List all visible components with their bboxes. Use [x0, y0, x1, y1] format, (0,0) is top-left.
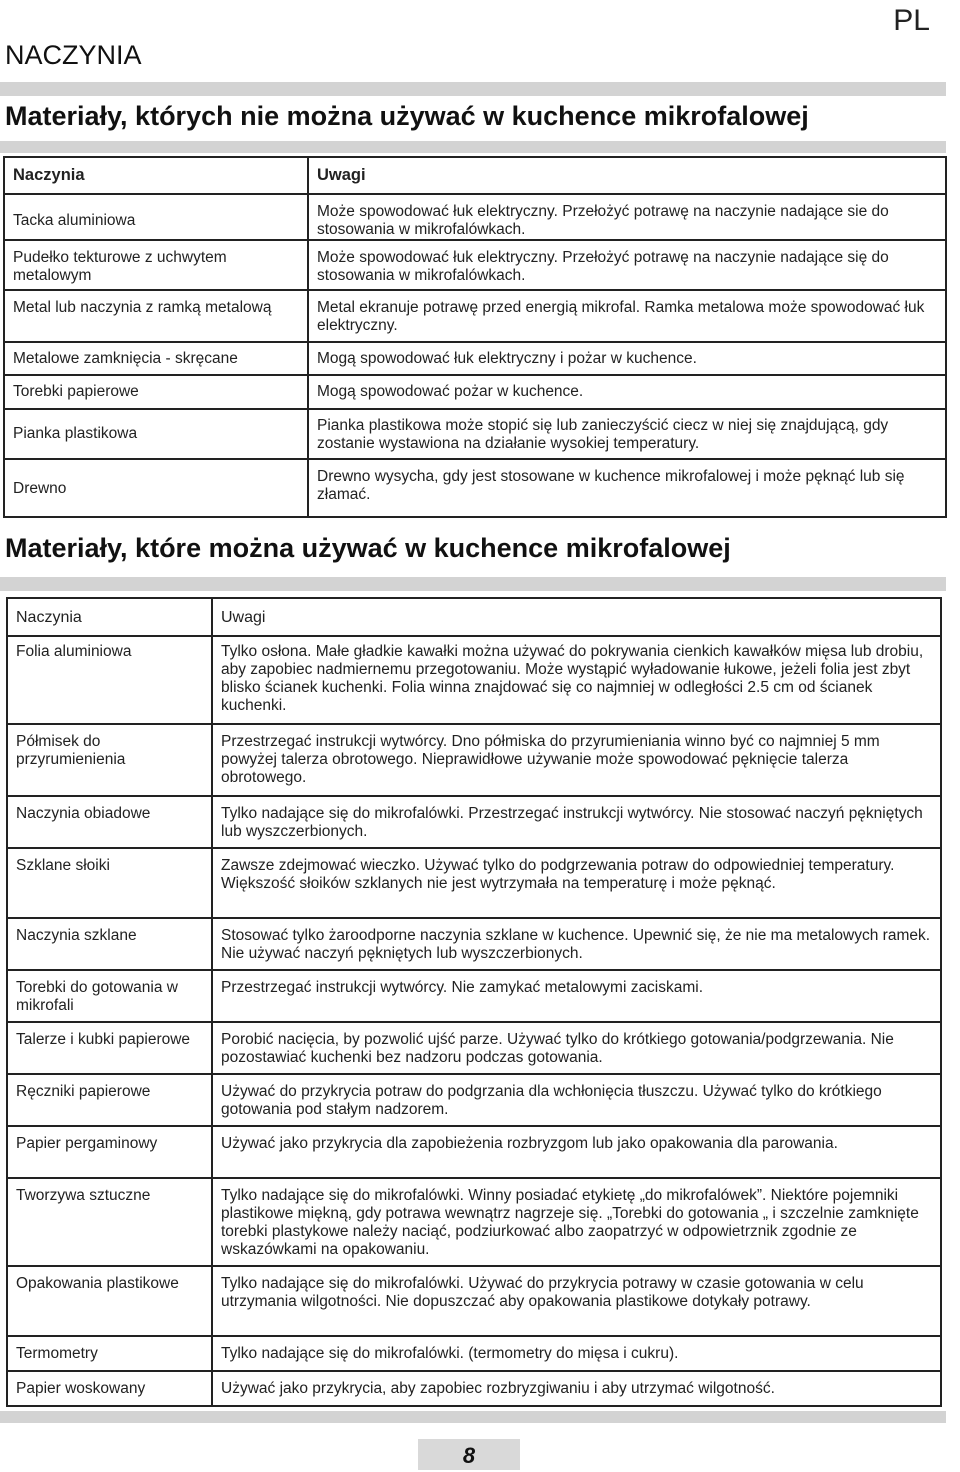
table-top-bar-decoration — [0, 141, 946, 153]
table-row — [7, 1371, 941, 1406]
footer-bar-decoration — [0, 1411, 946, 1423]
row-note: Tylko nadające się do mikrofalówki. (termometry do mięsa i cukru). — [212, 1336, 941, 1371]
page-number-box — [418, 1439, 520, 1470]
not-allowed-title: Materiały, których nie można używać w kuchence mikrofalowej — [5, 101, 809, 131]
row-item: Folia aluminiowa — [7, 636, 212, 724]
title-bar-decoration — [0, 82, 946, 96]
table-row — [7, 1126, 941, 1178]
language-code: PL — [893, 4, 930, 37]
row-note: Może spowodować łuk elektryczny. Przełożyć potrawę na naczynie nadające sie do stosowania w mikrofalówkach. — [308, 194, 946, 240]
row-item: Półmisek do przyrumienienia — [7, 724, 212, 796]
row-item: Tacka aluminiowa — [4, 194, 308, 240]
row-item: Metalowe zamknięcia - skręcane — [4, 342, 308, 375]
row-note: Tylko nadające się do mikrofalówki. Używać do przykrycia potrawy w czasie gotowania w celu utrzymania wilgotności. Nie dopuszczać aby opakowania plastikowe dotykały potrawy. — [212, 1266, 941, 1336]
not-allowed-table — [3, 156, 947, 518]
table-row — [7, 918, 941, 970]
table-row — [7, 796, 941, 848]
table-row — [7, 1178, 941, 1266]
row-note: Przestrzegać instrukcji wytwórcy. Nie zamykać metalowymi zaciskami. — [212, 970, 941, 1022]
row-note: Metal ekranuje potrawę przed energią mikrofal. Ramka metalowa może spowodować łuk elektryczny. — [308, 290, 946, 342]
row-item: Torebki do gotowania w mikrofali — [7, 970, 212, 1022]
row-note: Może spowodować łuk elektryczny. Przełożyć potrawę na naczynie nadające się do stosowania w mikrofalówkach. — [308, 240, 946, 290]
table-row — [7, 970, 941, 1022]
row-item: Opakowania plastikowe — [7, 1266, 212, 1336]
page-number: 8 — [462, 1443, 476, 1468]
row-item: Talerze i kubki papierowe — [7, 1022, 212, 1074]
table-row — [4, 290, 946, 342]
column-header-notes: Uwagi — [212, 598, 941, 636]
row-item: Termometry — [7, 1336, 212, 1371]
table-row — [4, 342, 946, 375]
table-row — [7, 848, 941, 918]
row-note: Mogą spowodować łuk elektryczny i pożar w kuchence. — [308, 342, 946, 375]
row-note: Stosować tylko żaroodporne naczynia szklane w kuchence. Upewnić się, że nie ma metalowych ramek. Nie używać naczyń pękniętych lub wyszczerbionych. — [212, 918, 941, 970]
row-note: Zawsze zdejmować wieczko. Używać tylko do podgrzewania potraw do odpowiedniej temperatury. Większość słoików szklanych nie jest wytrzymała na temperaturę i może pęknąć. — [212, 848, 941, 918]
row-item: Pianka plastikowa — [4, 409, 308, 459]
row-note: Porobić nacięcia, by pozwolić ujść parze. Używać tylko do krótkiego gotowania/podgrzewania. Nie pozostawiać kuchenki bez nadzoru podczas gotowania. — [212, 1022, 941, 1074]
table-row — [4, 240, 946, 290]
row-item: Naczynia szklane — [7, 918, 212, 970]
row-note: Używać jako przykrycia dla zapobieżenia rozbryzgom lub jako opakowania dla parowania. — [212, 1126, 941, 1178]
row-note: Przestrzegać instrukcji wytwórcy. Dno półmiska do przyrumieniania winno być co najmniej 5 mm powyżej talerza obrotowego. Nieprawidłowe używanie może spowodować pęknięcie talerza obrotowego. — [212, 724, 941, 796]
row-note: Drewno wysycha, gdy jest stosowane w kuchence mikrofalowej i może pęknąć lub się złamać. — [308, 459, 946, 517]
row-note: Używać jako przykrycia, aby zapobiec rozbryzgiwaniu i aby utrzymać wilgotność. — [212, 1371, 941, 1406]
column-header-notes: Uwagi — [308, 157, 946, 194]
row-note: Tylko nadające się do mikrofalówki. Przestrzegać instrukcji wytwórcy. Nie stosować naczyń pękniętych lub wyszczerbionych. — [212, 796, 941, 848]
allowed-table — [6, 597, 942, 1407]
table-row — [7, 724, 941, 796]
row-item: Papier pergaminowy — [7, 1126, 212, 1178]
row-item: Tworzywa sztuczne — [7, 1178, 212, 1266]
table-row — [7, 1022, 941, 1074]
row-item: Szklane słoiki — [7, 848, 212, 918]
table-row — [4, 194, 946, 240]
row-item: Naczynia obiadowe — [7, 796, 212, 848]
table-row — [4, 375, 946, 409]
table-row — [4, 409, 946, 459]
title-bar-decoration — [0, 577, 946, 591]
row-note: Tylko osłona. Małe gładkie kawałki można używać do pokrywania cienkich kawałków mięsa lub drobiu, aby zapobiec nadmiernemu przegotowaniu. Może wystąpić wyładowanie łukowe, jeżeli folia jest zbyt blisko ścianek kuchenki. Folia winna znajdować się co najmniej w odległości 2.5 cm od ścianek kuchenki. — [212, 636, 941, 724]
row-item: Drewno — [4, 459, 308, 517]
row-item: Pudełko tekturowe z uchwytem metalowym — [4, 240, 308, 290]
table-row — [7, 1336, 941, 1371]
column-header-items: Naczynia — [4, 157, 308, 194]
row-note: Tylko nadające się do mikrofalówki. Winny posiadać etykietę „do mikrofalówek”. Niektóre pojemniki plastikowe miękną, gdy potrawa wewnątrz nagrzeje się. „Torebki do gotowania „ i szczelnie zamknięte torebki plastykowe należy naciąć, podziurkować albo zaopatrzyć w odpowietrznik zgodnie ze wskazówkami na opakowaniu. — [212, 1178, 941, 1266]
row-item: Torebki papierowe — [4, 375, 308, 409]
table-row — [4, 459, 946, 517]
row-note: Używać do przykrycia potraw do podgrzania dla wchłonięcia tłuszczu. Używać tylko do krótkiego gotowania pod stałym nadzorem. — [212, 1074, 941, 1126]
row-item: Metal lub naczynia z ramką metalową — [4, 290, 308, 342]
row-note: Mogą spowodować pożar w kuchence. — [308, 375, 946, 409]
section-heading: NACZYNIA — [5, 40, 142, 70]
column-header-items: Naczynia — [7, 598, 212, 636]
table-row — [7, 1266, 941, 1336]
row-note: Pianka plastikowa może stopić się lub zanieczyścić ciecz w niej się znajdującą, gdy zostanie wystawiona na działanie wysokiej temperatury. — [308, 409, 946, 459]
row-item: Ręczniki papierowe — [7, 1074, 212, 1126]
allowed-title: Materiały, które można używać w kuchence mikrofalowej — [5, 533, 731, 563]
table-row — [7, 1074, 941, 1126]
table-row — [7, 636, 941, 724]
row-item: Papier woskowany — [7, 1371, 212, 1406]
